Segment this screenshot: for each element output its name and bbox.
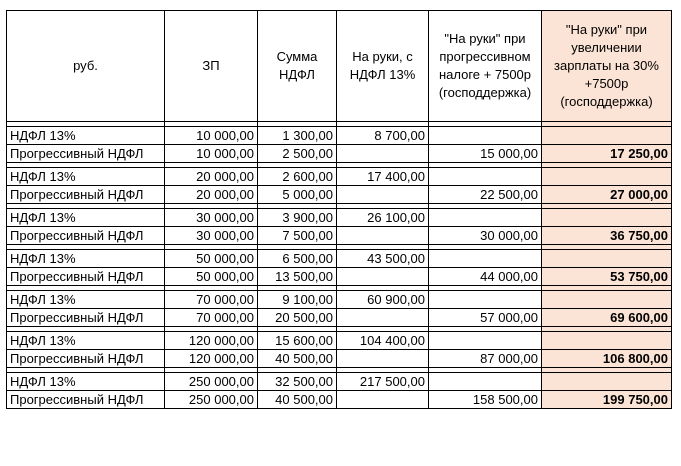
progressive-tax-row xyxy=(7,391,672,409)
tax-cell: 7 500,00 xyxy=(258,227,337,245)
salary-cell: 70 000,00 xyxy=(165,309,258,327)
salary-cell: 30 000,00 xyxy=(165,209,258,227)
net-flat-cell: 43 500,00 xyxy=(337,250,429,268)
salary-cell: 250 000,00 xyxy=(165,391,258,409)
progressive-tax-row xyxy=(7,268,672,286)
net-raise-cell xyxy=(542,209,672,227)
net-raise-cell xyxy=(542,168,672,186)
salary-cell: 20 000,00 xyxy=(165,168,258,186)
tax-comparison-table xyxy=(6,10,672,409)
net-progressive-cell: 15 000,00 xyxy=(429,145,542,163)
net-raise-cell xyxy=(542,332,672,350)
tax-cell: 40 500,00 xyxy=(258,391,337,409)
salary-cell: 70 000,00 xyxy=(165,291,258,309)
tax-cell: 15 600,00 xyxy=(258,332,337,350)
flat-tax-row xyxy=(7,373,672,391)
row-label-cell: Прогрессивный НДФЛ xyxy=(7,391,165,409)
tax-cell: 20 500,00 xyxy=(258,309,337,327)
salary-cell: 30 000,00 xyxy=(165,227,258,245)
flat-tax-row xyxy=(7,332,672,350)
row-label-cell: НДФЛ 13% xyxy=(7,168,165,186)
tax-cell: 6 500,00 xyxy=(258,250,337,268)
net-raise-cell: 36 750,00 xyxy=(542,227,672,245)
row-label-cell: НДФЛ 13% xyxy=(7,373,165,391)
net-raise-cell xyxy=(542,250,672,268)
flat-tax-row xyxy=(7,291,672,309)
salary-cell: 20 000,00 xyxy=(165,186,258,204)
net-flat-cell xyxy=(337,391,429,409)
net-progressive-cell: 30 000,00 xyxy=(429,227,542,245)
row-label-cell: Прогрессивный НДФЛ xyxy=(7,268,165,286)
header-cell-tax: Сумма НДФЛ xyxy=(258,11,337,122)
tax-cell: 2 500,00 xyxy=(258,145,337,163)
net-raise-cell: 106 800,00 xyxy=(542,350,672,368)
net-flat-cell xyxy=(337,350,429,368)
tax-cell: 5 000,00 xyxy=(258,186,337,204)
flat-tax-row xyxy=(7,168,672,186)
net-progressive-cell: 158 500,00 xyxy=(429,391,542,409)
net-flat-cell: 104 400,00 xyxy=(337,332,429,350)
row-label-cell: НДФЛ 13% xyxy=(7,332,165,350)
tax-cell: 1 300,00 xyxy=(258,127,337,145)
row-label-cell: Прогрессивный НДФЛ xyxy=(7,186,165,204)
net-progressive-cell xyxy=(429,127,542,145)
header-cell-net-flat: На руки, с НДФЛ 13% xyxy=(337,11,429,122)
net-flat-cell: 8 700,00 xyxy=(337,127,429,145)
net-progressive-cell: 57 000,00 xyxy=(429,309,542,327)
net-raise-cell xyxy=(542,127,672,145)
row-label-cell: НДФЛ 13% xyxy=(7,209,165,227)
header-cell-net-raise: "На руки" при увеличении зарплаты на 30% +7500р (господдержка) xyxy=(542,11,672,122)
progressive-tax-row xyxy=(7,350,672,368)
header-cell-salary: ЗП xyxy=(165,11,258,122)
flat-tax-row xyxy=(7,127,672,145)
row-label-cell: НДФЛ 13% xyxy=(7,291,165,309)
tax-cell: 9 100,00 xyxy=(258,291,337,309)
net-flat-cell xyxy=(337,268,429,286)
net-progressive-cell: 22 500,00 xyxy=(429,186,542,204)
net-flat-cell xyxy=(337,227,429,245)
progressive-tax-row xyxy=(7,186,672,204)
net-raise-cell xyxy=(542,291,672,309)
salary-cell: 120 000,00 xyxy=(165,350,258,368)
progressive-tax-row xyxy=(7,145,672,163)
row-label-cell: Прогрессивный НДФЛ xyxy=(7,227,165,245)
flat-tax-row xyxy=(7,209,672,227)
tax-cell: 32 500,00 xyxy=(258,373,337,391)
progressive-tax-row xyxy=(7,227,672,245)
net-flat-cell: 26 100,00 xyxy=(337,209,429,227)
net-progressive-cell: 44 000,00 xyxy=(429,268,542,286)
net-progressive-cell xyxy=(429,373,542,391)
row-label-cell: Прогрессивный НДФЛ xyxy=(7,309,165,327)
row-label-cell: Прогрессивный НДФЛ xyxy=(7,145,165,163)
net-raise-cell: 69 600,00 xyxy=(542,309,672,327)
header-row xyxy=(7,11,672,122)
tax-cell: 13 500,00 xyxy=(258,268,337,286)
net-raise-cell: 17 250,00 xyxy=(542,145,672,163)
salary-cell: 250 000,00 xyxy=(165,373,258,391)
net-flat-cell: 217 500,00 xyxy=(337,373,429,391)
net-flat-cell xyxy=(337,186,429,204)
net-progressive-cell xyxy=(429,168,542,186)
salary-cell: 50 000,00 xyxy=(165,250,258,268)
net-progressive-cell: 87 000,00 xyxy=(429,350,542,368)
net-raise-cell: 53 750,00 xyxy=(542,268,672,286)
row-label-cell: НДФЛ 13% xyxy=(7,127,165,145)
net-raise-cell xyxy=(542,373,672,391)
flat-tax-row xyxy=(7,250,672,268)
net-progressive-cell xyxy=(429,291,542,309)
net-flat-cell xyxy=(337,309,429,327)
net-flat-cell: 17 400,00 xyxy=(337,168,429,186)
salary-cell: 10 000,00 xyxy=(165,127,258,145)
tax-cell: 2 600,00 xyxy=(258,168,337,186)
salary-cell: 50 000,00 xyxy=(165,268,258,286)
salary-cell: 10 000,00 xyxy=(165,145,258,163)
net-progressive-cell xyxy=(429,332,542,350)
net-progressive-cell xyxy=(429,209,542,227)
net-raise-cell: 199 750,00 xyxy=(542,391,672,409)
header-cell-currency: руб. xyxy=(7,11,165,122)
tax-cell: 3 900,00 xyxy=(258,209,337,227)
net-flat-cell xyxy=(337,145,429,163)
net-flat-cell: 60 900,00 xyxy=(337,291,429,309)
row-label-cell: Прогрессивный НДФЛ xyxy=(7,350,165,368)
salary-cell: 120 000,00 xyxy=(165,332,258,350)
tax-cell: 40 500,00 xyxy=(258,350,337,368)
net-progressive-cell xyxy=(429,250,542,268)
header-cell-net-progressive: "На руки" при прогрессивном налоге + 7500р (господдержка) xyxy=(429,11,542,122)
table-body xyxy=(7,11,672,409)
progressive-tax-row xyxy=(7,309,672,327)
row-label-cell: НДФЛ 13% xyxy=(7,250,165,268)
net-raise-cell: 27 000,00 xyxy=(542,186,672,204)
